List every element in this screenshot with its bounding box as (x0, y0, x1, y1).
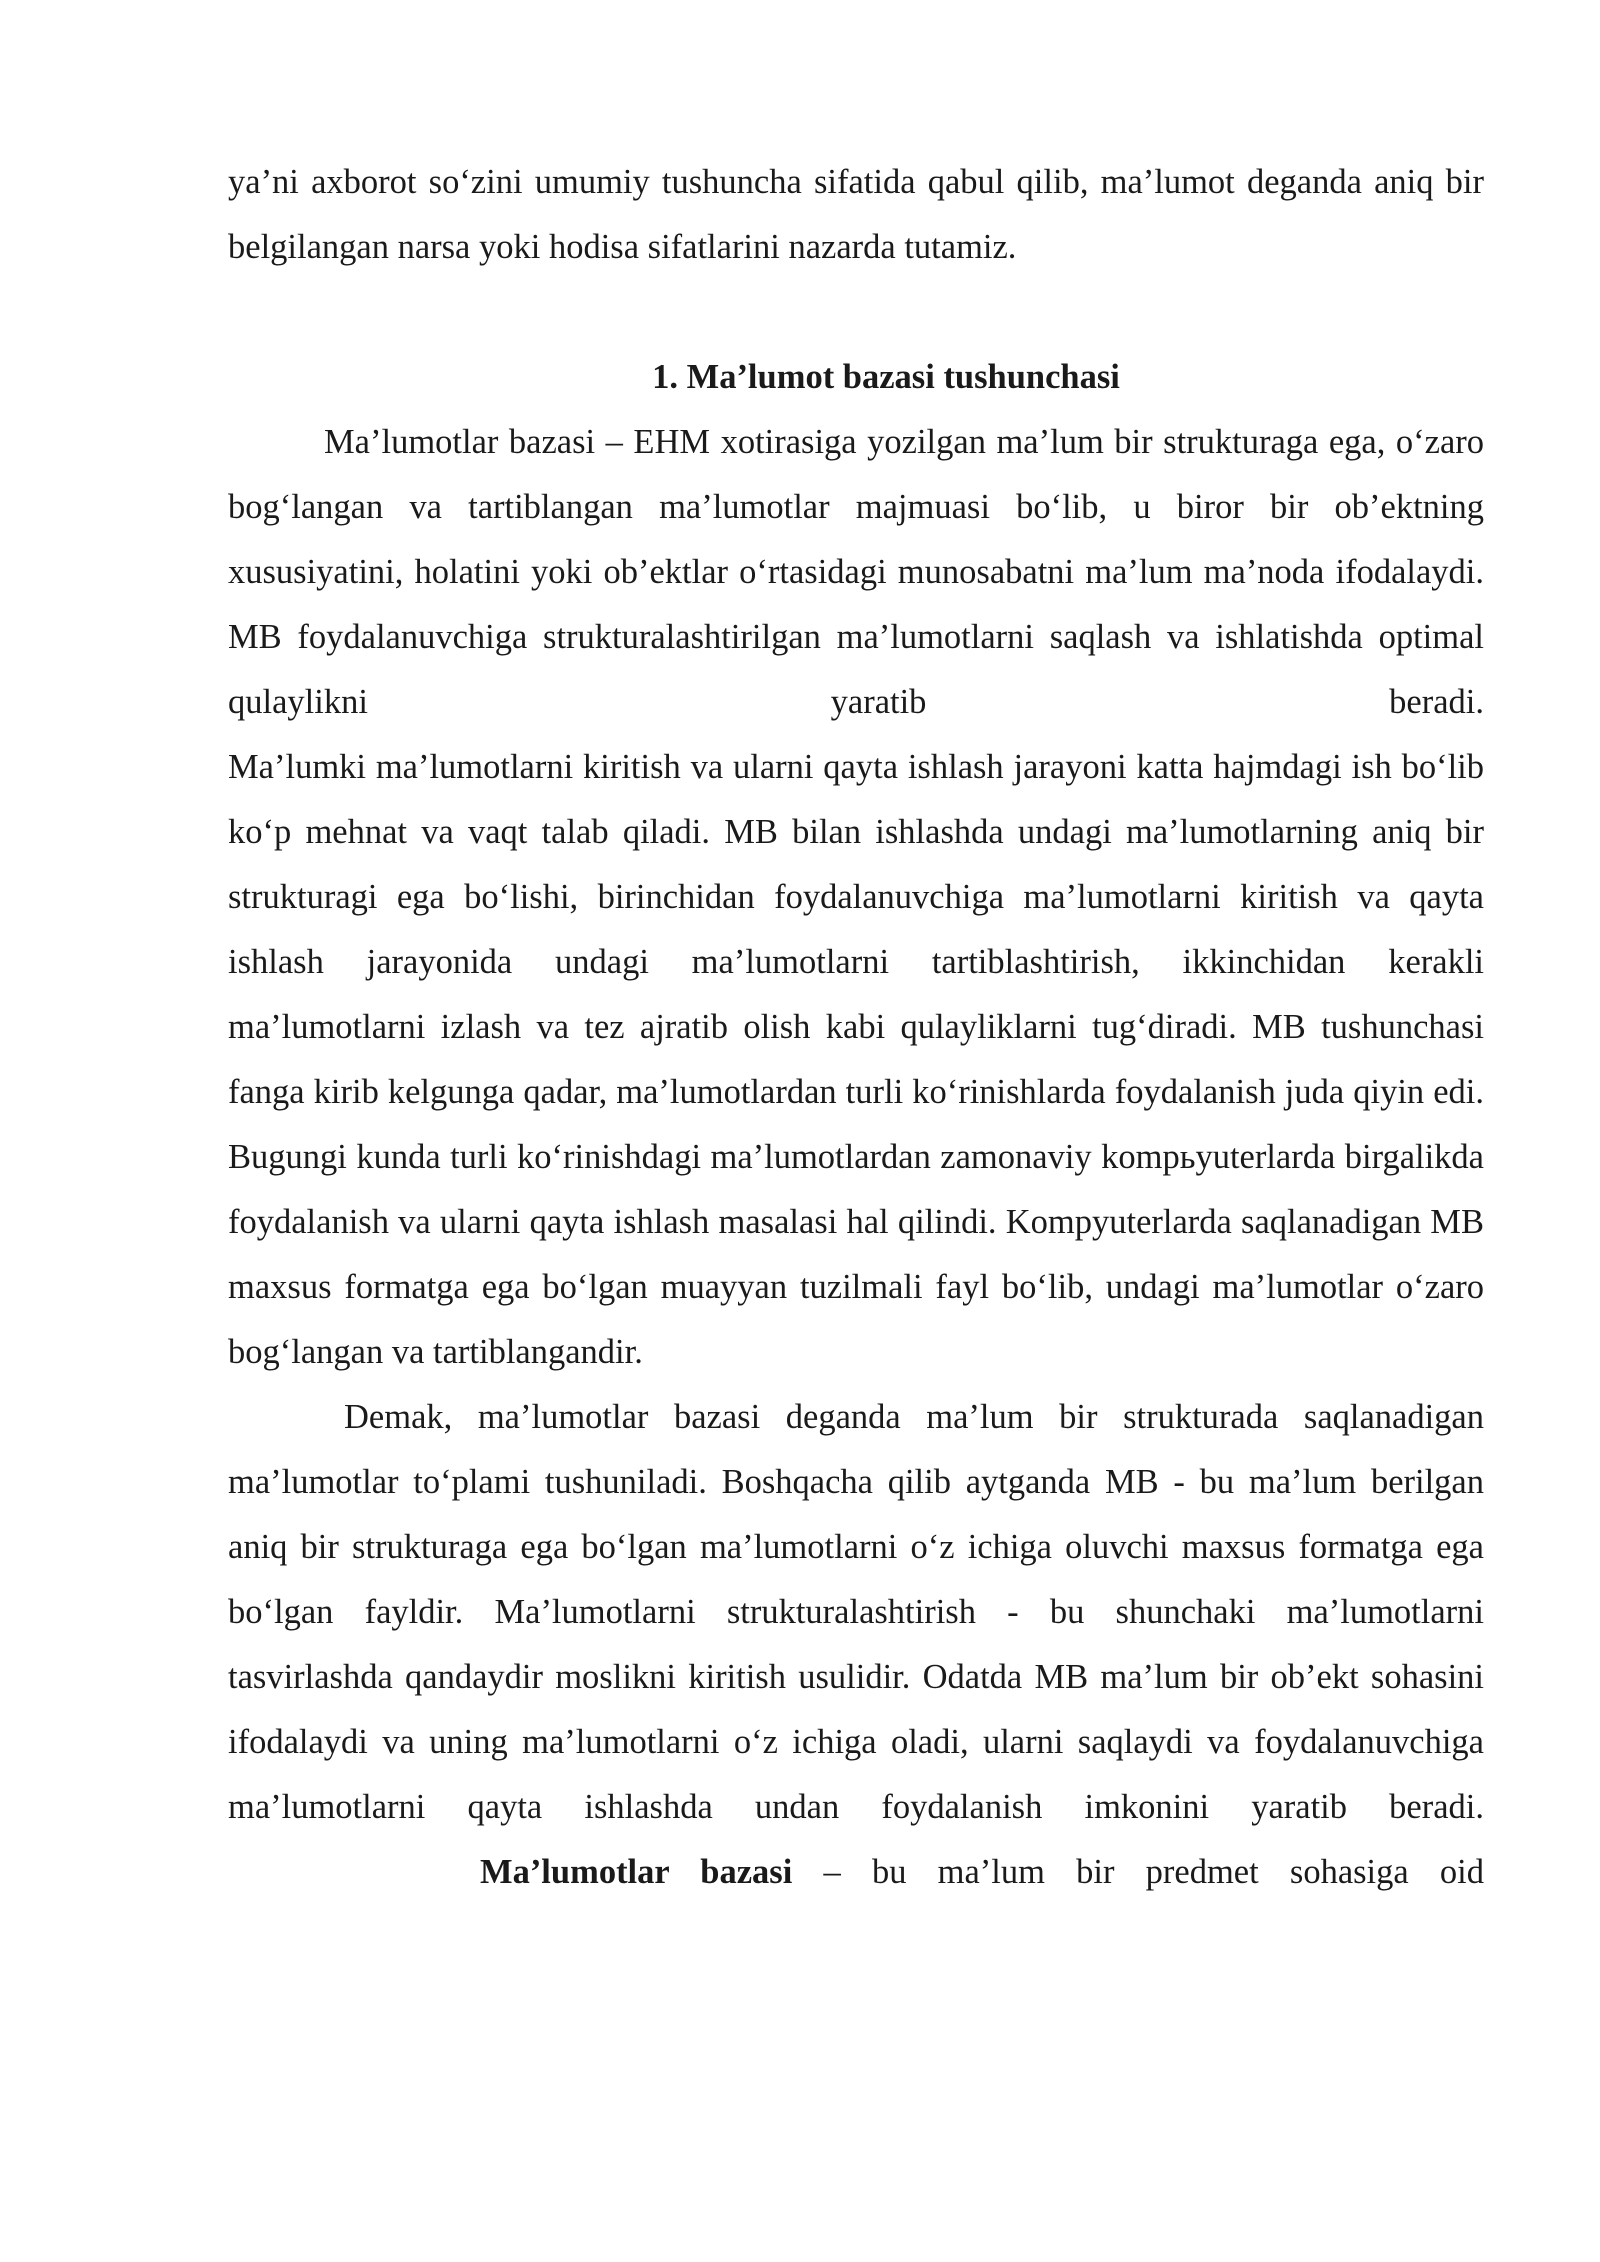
paragraph-1-part-2: Ma’lumki ma’lumotlarni kiritish va ularni qayta ishlash jarayoni katta hajmdagi ish bo‘lib ko‘p mehnat va vaqt talab qiladi. MB bilan ishlashda undagi ma’lumotlarning aniq bir strukturagi ega bo‘lishi, birinchidan foydalanuvchiga ma’lumotlarni kiritish va qayta ishlash jarayonida undagi ma’lumotlarni tartiblashtirish, ikkinchidan kerakli ma’lumotlarni izlash va tez ajratib olish kabi qulayliklarni tug‘diradi. MB tushunchasi fanga kirib kelgunga qadar, ma’lumotlardan turli ko‘rinishlarda foydalanish juda qiyin edi. Bugungi kunda turli ko‘rinishdagi ma’lumotlardan zamonaviy kompьyuterlarda birgalikda foydalanish va ularni qayta ishlash masalasi hal qilindi. Kompyuterlarda saqlanadigan MB maxsus formatga ega bo‘lgan muayyan tuzilmali fayl bo‘lib, undagi ma’lumotlar o‘zaro bog‘langan va tartiblangandir. (228, 748, 1484, 1371)
intro-paragraph: ya’ni axborot so‘zini umumiy tushuncha sifatida qabul qilib, ma’lumot deganda aniq bir belgilangan narsa yoki hodisa sifatlarini nazarda tutamiz. (228, 163, 1484, 266)
paragraph-2: Demak, ma’lumotlar bazasi deganda ma’lum bir strukturada saqlanadigan ma’lumotlar to‘plami tushuniladi. Boshqacha qilib aytganda MB - bu ma’lum berilgan aniq bir strukturaga ega bo‘lgan ma’lumotlarni o‘z ichiga oluvchi maxsus formatga ega bo‘lgan fayldir. Ma’lumotlarni strukturalashtirish - bu shunchaki ma’lumotlarni tasvirlashda qandaydir moslikni kiritish usulidir. Odatda MB ma’lum bir ob’ekt sohasini ifodalaydi va uning ma’lumotlarni o‘z ichiga oladi, ularni saqlaydi va foydalanuvchiga ma’lumotlarni qayta ishlashda undan foydalanish imkonini yaratib beradi. (228, 1398, 1484, 1826)
document-page (228, 150, 1484, 1905)
section-heading: 1. Ma’lumot bazasi tushunchasi (652, 358, 1120, 396)
definition-text: – bu ma’lum bir predmet sohasiga oid (792, 1853, 1484, 1891)
definition-term: Ma’lumotlar bazasi (480, 1853, 793, 1891)
definition-paragraph (228, 1840, 1484, 1905)
paragraph-1-part-1: Ma’lumotlar bazasi – EHM xotirasiga yozilgan ma’lum bir strukturaga ega, o‘zaro bog‘langan va tartiblangan ma’lumotlar majmuasi bo‘lib, u biror bir ob’ektning xususiyatini, holatini yoki ob’ektlar o‘rtasidagi munosabatni ma’lum ma’noda ifodalaydi. MB foydalanuvchiga strukturalashtirilgan ma’lumotlarni saqlash va ishlatishda optimal qulaylikni yaratib beradi. (228, 423, 1484, 721)
